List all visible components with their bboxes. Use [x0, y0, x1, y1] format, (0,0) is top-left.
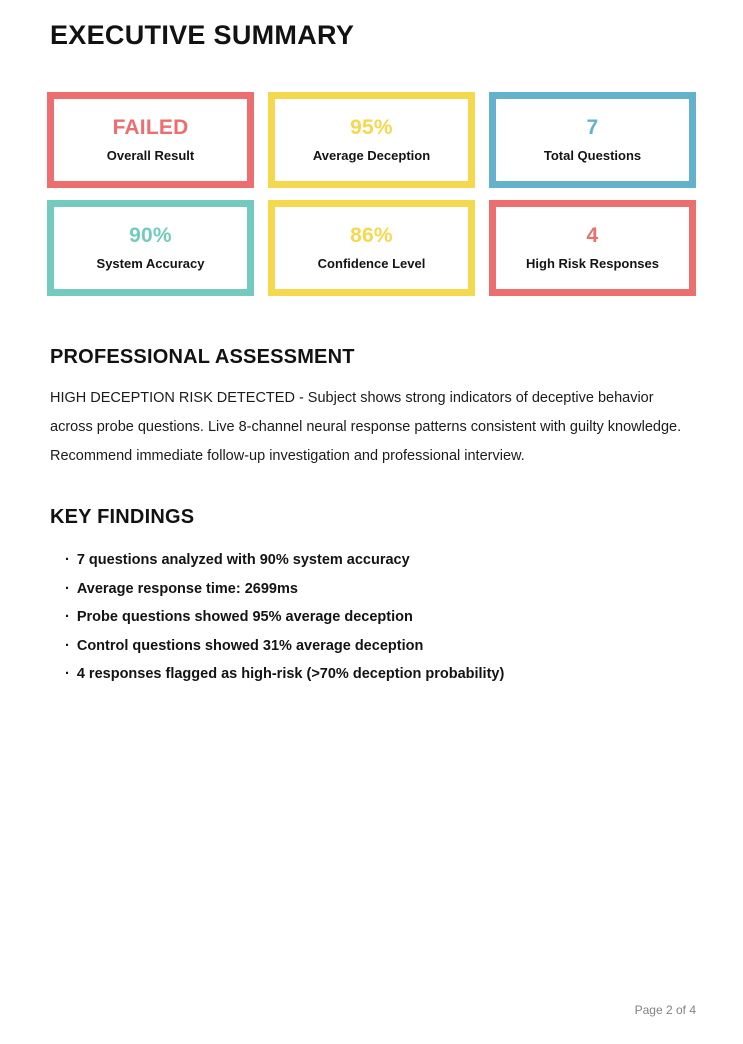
stat-card-average-deception: [268, 92, 475, 188]
stat-label: Confidence Level: [317, 256, 426, 271]
stat-card-system-accuracy: [47, 200, 254, 296]
stat-card-confidence-level: [268, 200, 475, 296]
bullet-glyph: ·: [65, 637, 70, 654]
key-finding-text: Probe questions showed 95% average deception: [76, 609, 413, 625]
key-finding-item: [65, 546, 696, 575]
key-findings-list: [50, 546, 696, 689]
stat-value: 7: [586, 116, 599, 139]
key-finding-text: Control questions showed 31% average deception: [76, 637, 424, 654]
key-finding-item: [65, 603, 696, 632]
key-finding-text: 4 responses flagged as high-risk (>70% deception probability): [76, 666, 505, 682]
stat-card-overall-result: [47, 92, 254, 188]
bullet-glyph: ·: [65, 580, 70, 597]
professional-assessment-body: HIGH DECEPTION RISK DETECTED - Subject shows strong indicators of deceptive behavior across probe questions. Live 8-channel neural response patterns consistent with guilty knowledge. Recommend immediate follow-up investigation and professional interview.: [50, 390, 682, 464]
stat-card-grid: [47, 92, 696, 296]
stat-card-high-risk-responses: [489, 200, 696, 296]
stat-value: 90%: [129, 224, 172, 247]
page-title: EXECUTIVE SUMMARY: [50, 20, 355, 50]
stat-card-total-questions: [489, 92, 696, 188]
stat-label: Total Questions: [543, 148, 642, 163]
stat-label: Overall Result: [106, 148, 195, 163]
stat-label: Average Deception: [312, 148, 431, 163]
stat-value: FAILED: [112, 116, 189, 139]
stat-value: 4: [586, 224, 599, 247]
key-finding-item: [65, 575, 696, 604]
stat-label: High Risk Responses: [526, 256, 659, 271]
key-finding-text: 7 questions analyzed with 90% system accuracy: [76, 552, 410, 568]
bullet-glyph: ·: [65, 552, 70, 568]
stat-value: 95%: [350, 116, 393, 139]
bullet-glyph: ·: [65, 666, 70, 682]
stat-label: System Accuracy: [96, 256, 205, 271]
key-findings-heading: KEY FINDINGS: [50, 506, 195, 528]
key-finding-item: [65, 632, 696, 661]
stat-value: 86%: [350, 224, 393, 247]
page-number: Page 2 of 4: [634, 1003, 696, 1017]
key-finding-item: [65, 660, 696, 689]
professional-assessment-heading: PROFESSIONAL ASSESSMENT: [50, 346, 355, 368]
key-finding-text: Average response time: 2699ms: [76, 580, 298, 597]
bullet-glyph: ·: [65, 609, 70, 625]
